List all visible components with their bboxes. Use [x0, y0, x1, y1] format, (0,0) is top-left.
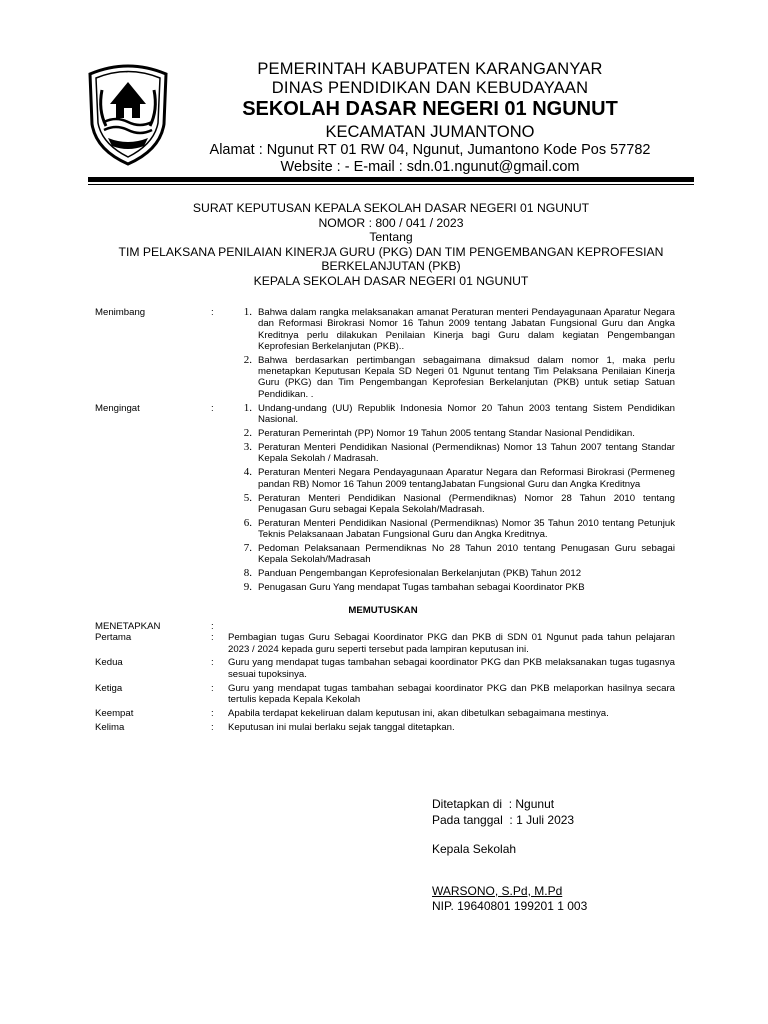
decision-point — [95, 632, 675, 655]
signature-date: Pada tanggal : 1 Juli 2023 — [432, 812, 575, 827]
signature-place: Ditetapkan di : Ngunut — [432, 797, 555, 811]
list-item-text: Peraturan Pemerintah (PP) Nomor 19 Tahun 2005 tentang Standar Nasional Pendidikan. — [258, 428, 635, 440]
decision-point-text: Apabila terdapat kekeliruan dalam keputusan ini, akan dibetulkan sebagaimana mestinya. — [228, 707, 609, 719]
letterhead — [180, 60, 680, 176]
decision-point-colon: : — [211, 707, 214, 719]
mengingat-section — [95, 403, 675, 594]
school-contact: Website : - E-mail : sdn.01.ngunut@gmail.com — [280, 159, 580, 175]
list-item-number: 7. — [243, 542, 252, 555]
decree-number: NOMOR : 800 / 041 / 2023 — [318, 215, 464, 230]
list-item — [232, 467, 675, 490]
decision-point-text: Keputusan ini mulai berlaku sejak tanggal ditetapkan. — [228, 721, 455, 733]
regency-emblem-logo — [86, 60, 170, 166]
menimbang-list — [232, 307, 675, 400]
list-item — [232, 493, 675, 516]
decision-point-colon: : — [211, 721, 214, 733]
decision-point-label: Keempat — [95, 707, 134, 719]
list-item-text: Bahwa dalam rangka melaksanakan amanat Peraturan menteri Pendayagunaan Aparatur Negara dan Reformasi Birokrasi Nomor 16 Tahun 2009 tentang Jabatan Fungsional Guru dan Angka Kreditnya perlu dilakukan Penilaian Kinerja bagi Guru dalam kegiatan Pengembangan Keprofesian Berkelanjutan (PKB).. — [258, 307, 675, 352]
school-name: SEKOLAH DASAR NEGERI 01 NGUNUT — [242, 98, 618, 120]
list-item-number: 2. — [243, 427, 252, 440]
list-item — [232, 355, 675, 400]
list-item-text: Penugasan Guru Yang mendapat Tugas tambahan sebagai Koordinator PKB — [258, 582, 585, 594]
list-item — [232, 543, 675, 566]
menimbang-section — [95, 307, 675, 400]
agency-name: DINAS PENDIDIKAN DAN KEBUDAYAAN — [271, 79, 589, 97]
decision-point-colon: : — [211, 682, 214, 694]
menetapkan-row — [95, 621, 675, 632]
list-item — [232, 428, 675, 439]
decision-point-text: Pembagian tugas Guru Sebagai Koordinator PKG dan PKB di SDN 01 Ngunut pada tahun pelajaran 2023 / 2024 kepada guru seperti tersebut pada lampiran keputusan ini. — [228, 632, 675, 655]
list-item-text: Peraturan Menteri Pendidikan Nasional (Permendiknas) Nomor 35 Tahun 2010 tentang Petunjuk Teknis Pelaksanaan Jabatan Fungsional Guru dan Angka Kreditnya. — [258, 517, 675, 541]
letterhead-divider — [88, 177, 694, 182]
mengingat-colon: : — [211, 402, 214, 414]
list-item-number: 9. — [243, 581, 252, 594]
district-name: KECAMATAN JUMANTONO — [325, 123, 535, 141]
list-item-text: Pedoman Pelaksanaan Permendiknas No 28 Tahun 2010 tentang Penugasan Guru sebagai Kepala Sekolah/Madrasah — [258, 543, 675, 566]
decision-point-text: Guru yang mendapat tugas tambahan sebagai koordinator PKG dan PKB melaksanakan tugas tugasnya sesuai tupoksinya. — [228, 657, 675, 680]
signature-block — [432, 797, 587, 915]
list-item — [232, 442, 675, 465]
decree-subject-line2: BERKELANJUTAN (PKB) — [321, 259, 461, 273]
list-item — [232, 568, 675, 579]
signatory-name: WARSONO, S.Pd, M.Pd — [432, 883, 563, 898]
mengingat-list — [232, 403, 675, 594]
list-item — [232, 582, 675, 593]
list-item-text: Panduan Pengembangan Keprofesionalan Berkelanjutan (PKB) Tahun 2012 — [258, 568, 582, 580]
list-item-number: 1. — [243, 401, 252, 414]
decision-point — [95, 708, 675, 719]
list-item-text: Bahwa berdasarkan pertimbangan sebagaimana dimaksud dalam nomor 1, maka perlu menetapkan Keputusan Kepala SD Negeri 01 Ngunut tentang Tim Pelaksana Penilaian Kinerja Guru (PKG) dan Tim Pengembangan Keprofesian Berkelanjutan (PKB) untuk setiap Satuan Pendidikan. . — [258, 354, 675, 400]
menimbang-label: Menimbang — [95, 307, 146, 318]
signatory-nip: NIP. 19640801 199201 1 003 — [432, 899, 588, 913]
mengingat-label: Mengingat — [95, 402, 140, 414]
list-item-text: Peraturan Menteri Negara Pendayagunaan Aparatur Negara dan Reformasi Birokrasi (Permeneg pandan RB) Nomor 16 Tahun 2009 tentangJabatan Fungsional Guru dan Angka Kreditnya — [258, 467, 675, 490]
list-item-number: 8. — [243, 567, 252, 580]
menetapkan-colon: : — [211, 621, 214, 632]
list-item-text: Undang-undang (UU) Republik Indonesia Nomor 20 Tahun 2003 tentang Sistem Pendidikan Nasional. — [258, 402, 675, 426]
decree-heading: SURAT KEPUTUSAN KEPALA SEKOLAH DASAR NEGERI 01 NGUNUT — [192, 201, 590, 215]
decision-point-colon: : — [211, 657, 214, 669]
decision-point-text: Guru yang mendapat tugas tambahan sebagai koordinator PKG dan PKB melaporkan hasilnya secara tertulis kepada Kepala Kekolah — [228, 682, 675, 705]
list-item-text: Peraturan Menteri Pendidikan Nasional (Permendiknas) Nomor 13 Tahun 2007 tentang Standar Kepala Sekolah / Madrasah. — [258, 442, 675, 465]
list-item — [232, 518, 675, 541]
decision-point — [95, 657, 675, 680]
decree-about: Tentang — [369, 230, 413, 244]
decision-point-label: Ketiga — [95, 682, 123, 694]
list-item-number: 6. — [243, 516, 252, 529]
decision-point-colon: : — [211, 632, 214, 644]
list-item-text: Peraturan Menteri Pendidikan Nasional (Permendiknas) Nomor 28 Tahun 2010 tentang Penugasan Guru sebagai Kepala Sekolah/Madrasah. — [258, 492, 675, 515]
list-item-number: 4. — [243, 466, 252, 479]
list-item-number: 1. — [243, 306, 252, 318]
list-item — [232, 403, 675, 426]
decision-point-label: Kelima — [95, 721, 125, 733]
decision-point — [95, 683, 675, 706]
list-item-number: 3. — [243, 441, 252, 454]
list-item-number: 2. — [243, 353, 252, 366]
list-item-number: 5. — [243, 491, 252, 504]
decree-title — [88, 201, 694, 288]
decree-subject-line1: TIM PELAKSANA PENILAIAN KINERJA GURU (PKG) DAN TIM PENGEMBANGAN KEPROFESIAN — [118, 244, 664, 259]
decree-issuer: KEPALA SEKOLAH DASAR NEGERI 01 NGUNUT — [253, 273, 529, 288]
decision-point-label: Pertama — [95, 632, 132, 644]
list-item — [232, 307, 675, 352]
school-address: Alamat : Ngunut RT 01 RW 04, Ngunut, Jumantono Kode Pos 57782 — [209, 142, 651, 158]
decision-point-label: Kedua — [95, 657, 123, 669]
menimbang-colon: : — [211, 307, 214, 318]
signature-position: Kepala Sekolah — [432, 842, 517, 856]
decision-point — [95, 722, 675, 733]
letterhead-divider-thin — [88, 184, 694, 185]
menetapkan-label: MENETAPKAN — [95, 621, 161, 632]
decision-heading: MEMUTUSKAN — [348, 604, 418, 616]
government-name: PEMERINTAH KABUPATEN KARANGANYAR — [257, 60, 603, 78]
decree-body — [95, 307, 675, 736]
